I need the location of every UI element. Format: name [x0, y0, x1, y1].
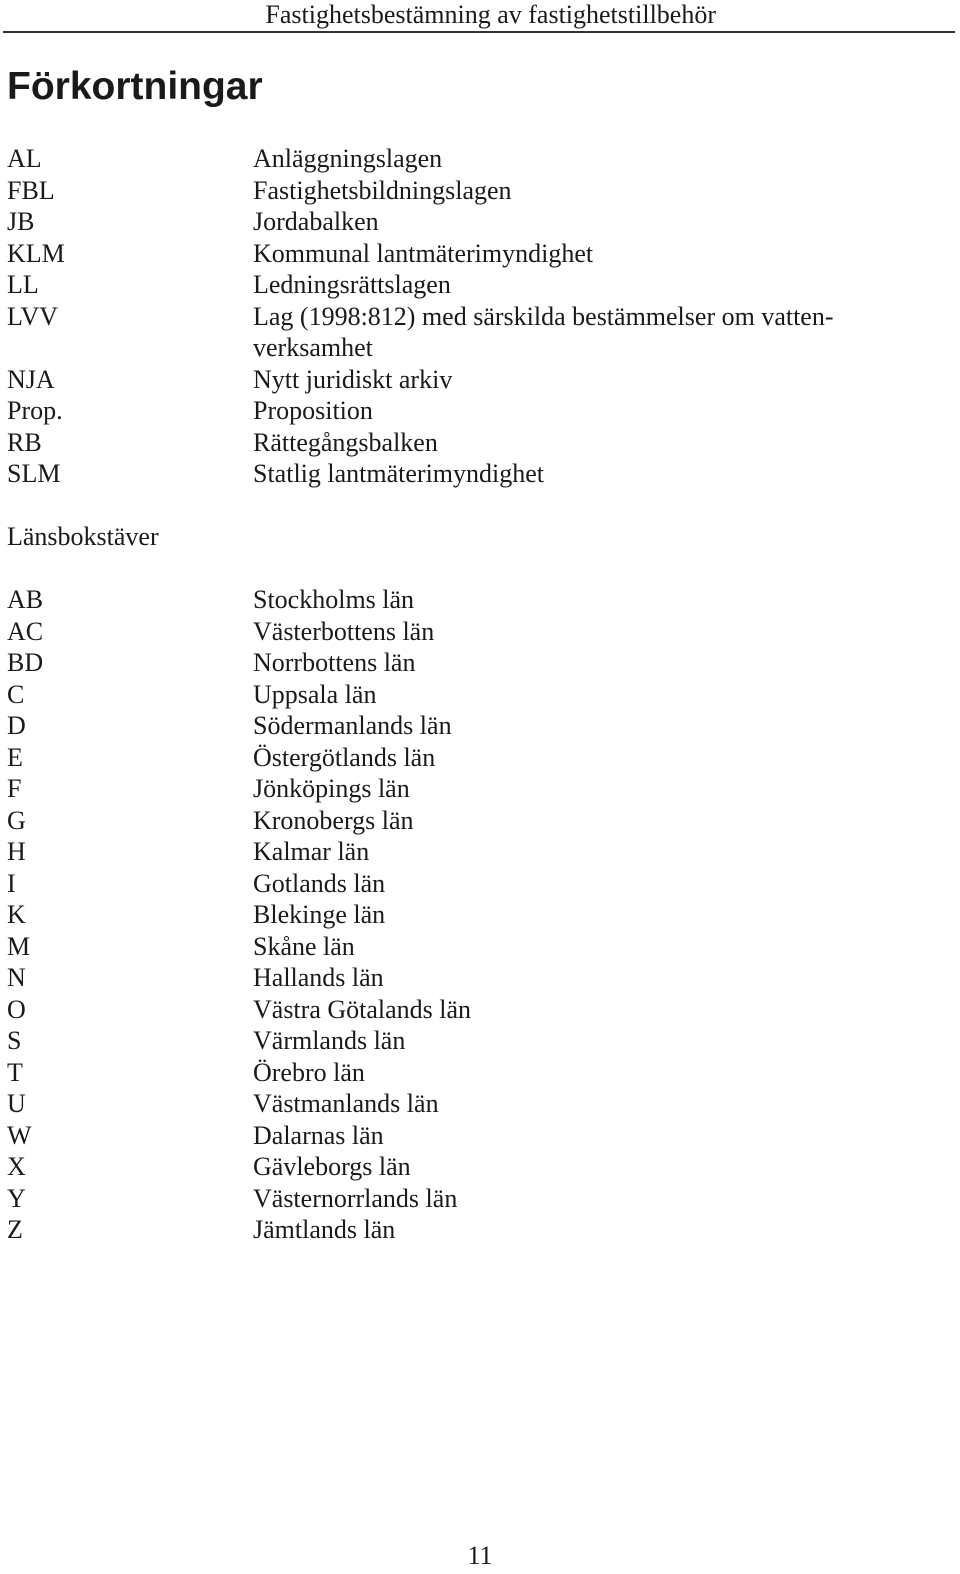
county-name: Västmanlands län	[253, 1089, 439, 1118]
county-code: Y	[7, 1183, 26, 1213]
county-code: M	[7, 931, 31, 961]
county-code: S	[7, 1026, 22, 1055]
county-row	[7, 1183, 907, 1215]
abbreviation-meaning: Jordabalken	[253, 207, 379, 236]
abbreviation-code: KLM	[7, 238, 65, 268]
abbreviation-code: LL	[7, 270, 39, 299]
county-name: Kronobergs län	[253, 805, 414, 835]
county-row	[7, 647, 907, 679]
county-name: Stockholms län	[253, 585, 415, 614]
abbreviation-meaning: Ledningsrättslagen	[253, 270, 451, 299]
county-row	[7, 1120, 907, 1152]
county-row	[7, 773, 907, 805]
county-name: Gotlands län	[253, 868, 386, 898]
county-code: D	[7, 711, 26, 740]
county-name: Västernorrlands län	[253, 1183, 458, 1213]
abbreviation-code: NJA	[7, 364, 55, 394]
county-row	[7, 584, 907, 616]
abbreviation-row	[7, 269, 907, 301]
abbreviation-row	[7, 301, 907, 333]
running-header: Fastighetsbestämning av fastighetstillbehör	[265, 0, 716, 29]
county-row	[7, 931, 907, 963]
county-code: O	[7, 994, 26, 1024]
county-name: Södermanlands län	[253, 711, 452, 740]
header-rule	[3, 31, 955, 33]
county-code: C	[7, 679, 25, 709]
page-title: Förkortningar	[7, 65, 263, 108]
county-name: Örebro län	[253, 1057, 365, 1087]
abbreviation-meaning: Statlig lantmäterimyndighet	[253, 459, 545, 488]
county-name: Blekinge län	[253, 900, 386, 929]
abbreviation-row	[7, 395, 907, 427]
county-name: Norrbottens län	[253, 648, 416, 677]
county-code: N	[7, 963, 26, 992]
county-code: U	[7, 1089, 26, 1118]
county-row	[7, 1214, 907, 1246]
abbreviation-meaning: verksamhet	[253, 333, 373, 362]
county-row	[7, 994, 907, 1026]
county-code: Z	[7, 1215, 23, 1244]
county-code: AB	[7, 585, 44, 614]
county-row	[7, 868, 907, 900]
abbreviation-row	[7, 332, 907, 364]
county-code: G	[7, 805, 26, 835]
county-code: BD	[7, 648, 44, 677]
abbreviation-code	[7, 332, 253, 364]
county-code: H	[7, 837, 26, 866]
abbreviation-row	[7, 427, 907, 459]
abbreviation-meaning: Nytt juridiskt arkiv	[253, 364, 453, 394]
county-code: T	[7, 1057, 23, 1087]
abbreviation-list	[7, 143, 907, 490]
abbreviation-code: LVV	[7, 301, 59, 331]
county-name: Västerbottens län	[253, 616, 435, 646]
county-row	[7, 962, 907, 994]
abbreviation-meaning: Fastighetsbildningslagen	[253, 175, 512, 205]
county-name: Dalarnas län	[253, 1120, 384, 1150]
county-row	[7, 742, 907, 774]
county-name: Värmlands län	[253, 1026, 406, 1055]
county-name: Skåne län	[253, 931, 355, 961]
county-code: W	[7, 1120, 32, 1150]
county-name: Hallands län	[253, 963, 384, 992]
county-code: I	[7, 868, 16, 898]
county-row	[7, 1151, 907, 1183]
county-name: Gävleborgs län	[253, 1152, 411, 1181]
county-name: Jämtlands län	[253, 1215, 396, 1244]
county-code: K	[7, 900, 26, 929]
county-letter-list	[7, 584, 907, 1246]
county-code: AC	[7, 616, 44, 646]
county-row	[7, 679, 907, 711]
county-row	[7, 805, 907, 837]
abbreviation-row	[7, 175, 907, 207]
county-row	[7, 899, 907, 931]
abbreviation-meaning: Lag (1998:812) med särskilda bestämmelser om vatten-	[253, 301, 834, 331]
county-row	[7, 836, 907, 868]
county-letters-heading: Länsbokstäver	[7, 522, 159, 551]
abbreviation-code: Prop.	[7, 396, 63, 425]
abbreviation-row	[7, 364, 907, 396]
county-code: X	[7, 1152, 26, 1181]
county-code: F	[7, 774, 22, 803]
abbreviation-code: JB	[7, 207, 35, 236]
abbreviation-row	[7, 143, 907, 175]
abbreviation-meaning: Kommunal lantmäterimyndighet	[253, 238, 594, 268]
abbreviation-meaning: Anläggningslagen	[253, 144, 443, 173]
county-name: Jönköpings län	[253, 774, 410, 803]
county-name: Västra Götalands län	[253, 994, 472, 1024]
abbreviation-code: AL	[7, 144, 42, 173]
abbreviation-meaning: Rättegångsbalken	[253, 427, 438, 457]
county-name: Östergötlands län	[253, 742, 436, 772]
abbreviation-code: SLM	[7, 459, 61, 488]
county-row	[7, 1057, 907, 1089]
county-row	[7, 710, 907, 742]
abbreviation-row	[7, 238, 907, 270]
abbreviation-row	[7, 458, 907, 490]
county-row	[7, 616, 907, 648]
abbreviation-row	[7, 206, 907, 238]
abbreviation-code: FBL	[7, 175, 55, 205]
county-name: Uppsala län	[253, 679, 377, 709]
abbreviation-code: RB	[7, 427, 42, 457]
county-code: E	[7, 742, 23, 772]
county-row	[7, 1025, 907, 1057]
county-name: Kalmar län	[253, 837, 370, 866]
abbreviation-meaning: Proposition	[253, 396, 373, 425]
county-row	[7, 1088, 907, 1120]
page-number: 11	[467, 1541, 493, 1570]
